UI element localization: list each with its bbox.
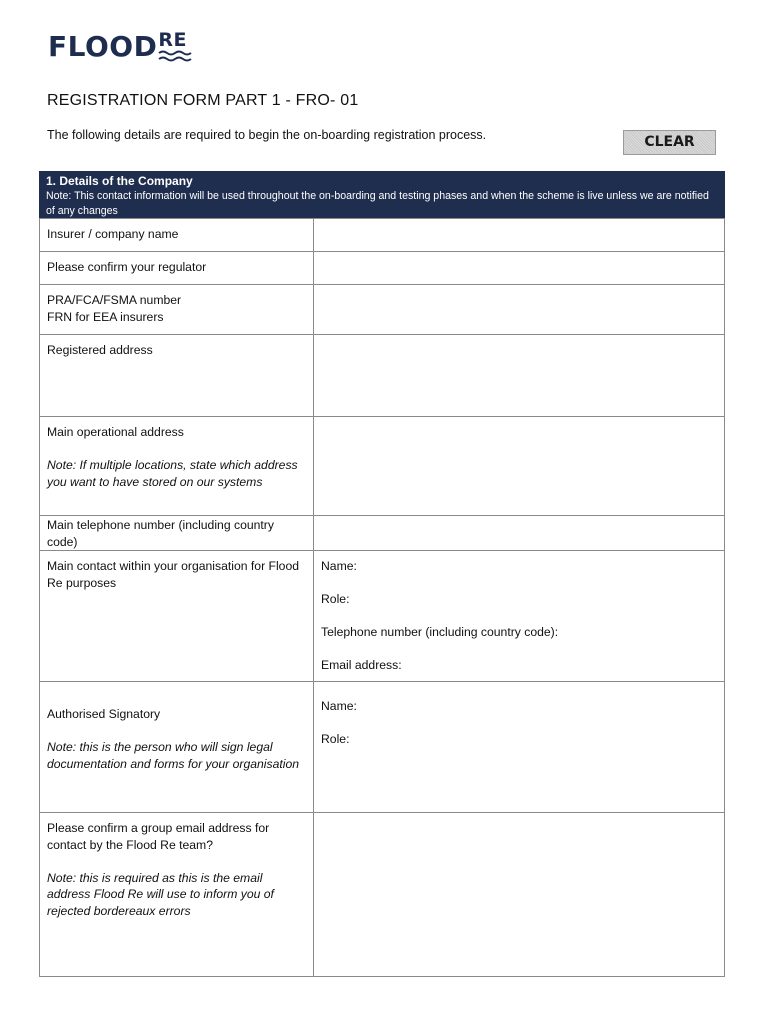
contact-email-label: Email address: [321,658,402,672]
group-email-label: Please confirm a group email address for contact by the Flood Re team? [47,821,270,852]
section-heading: 1. Details of the Company [46,174,193,188]
insurer-field[interactable] [314,219,725,252]
registered-address-label: Registered address [47,343,153,357]
main-contact-label: Main contact within your organisation for Flood Re purposes [47,559,300,590]
group-email-field[interactable] [314,813,725,977]
main-contact-field[interactable] [314,551,725,682]
insurer-label: Insurer / company name [47,227,179,241]
table-row [40,551,725,682]
logo-text: FLOOD [48,30,158,63]
section-note: Note: This contact information will be used throughout the on-boarding and testing phases and when the scheme is live unless we are notified of any changes [46,190,709,217]
intro-text: The following details are required to begin the on-boarding registration process. [47,128,487,142]
operational-address-field[interactable] [314,417,725,516]
group-email-note: Note: this is required as this is the email address Flood Re will use to inform you of rejected bordereaux errors [47,870,274,918]
table-row [40,335,725,417]
table-row [40,516,725,551]
flood-re-logo [48,30,198,64]
operational-address-note: Note: If multiple locations, state which address you want to have stored on our systems [47,458,298,489]
pra-number-field[interactable] [314,285,725,335]
table-row [40,813,725,977]
signatory-role-label: Role: [321,732,350,746]
table-row [40,682,725,813]
clear-button[interactable]: CLEAR [623,130,716,155]
table-row [40,285,725,335]
table-row [40,417,725,516]
pra-number-label: PRA/FCA/FSMA number [47,293,182,307]
signatory-name-label: Name: [321,699,357,713]
signatory-note: Note: this is the person who will sign legal documentation and forms for your organisation [47,740,300,771]
regulator-label: Please confirm your regulator [47,260,207,274]
signatory-field[interactable] [314,682,725,813]
section-header [39,171,725,218]
table-row [40,252,725,285]
telephone-field[interactable] [314,516,725,551]
telephone-label: Main telephone number (including country code) [47,518,274,549]
contact-role-label: Role: [321,592,350,606]
operational-address-label: Main operational address [47,425,184,439]
table-row [40,219,725,252]
company-details-table [39,218,725,977]
registered-address-field[interactable] [314,335,725,417]
frn-label: FRN for EEA insurers [47,309,164,324]
logo-superscript: RE [158,29,187,51]
wave-icon [158,50,192,62]
contact-phone-label: Telephone number (including country code): [321,625,559,639]
contact-name-label: Name: [321,559,357,573]
form-title: REGISTRATION FORM PART 1 - FRO- 01 [47,92,359,109]
signatory-label: Authorised Signatory [47,707,161,721]
regulator-field[interactable] [314,252,725,285]
